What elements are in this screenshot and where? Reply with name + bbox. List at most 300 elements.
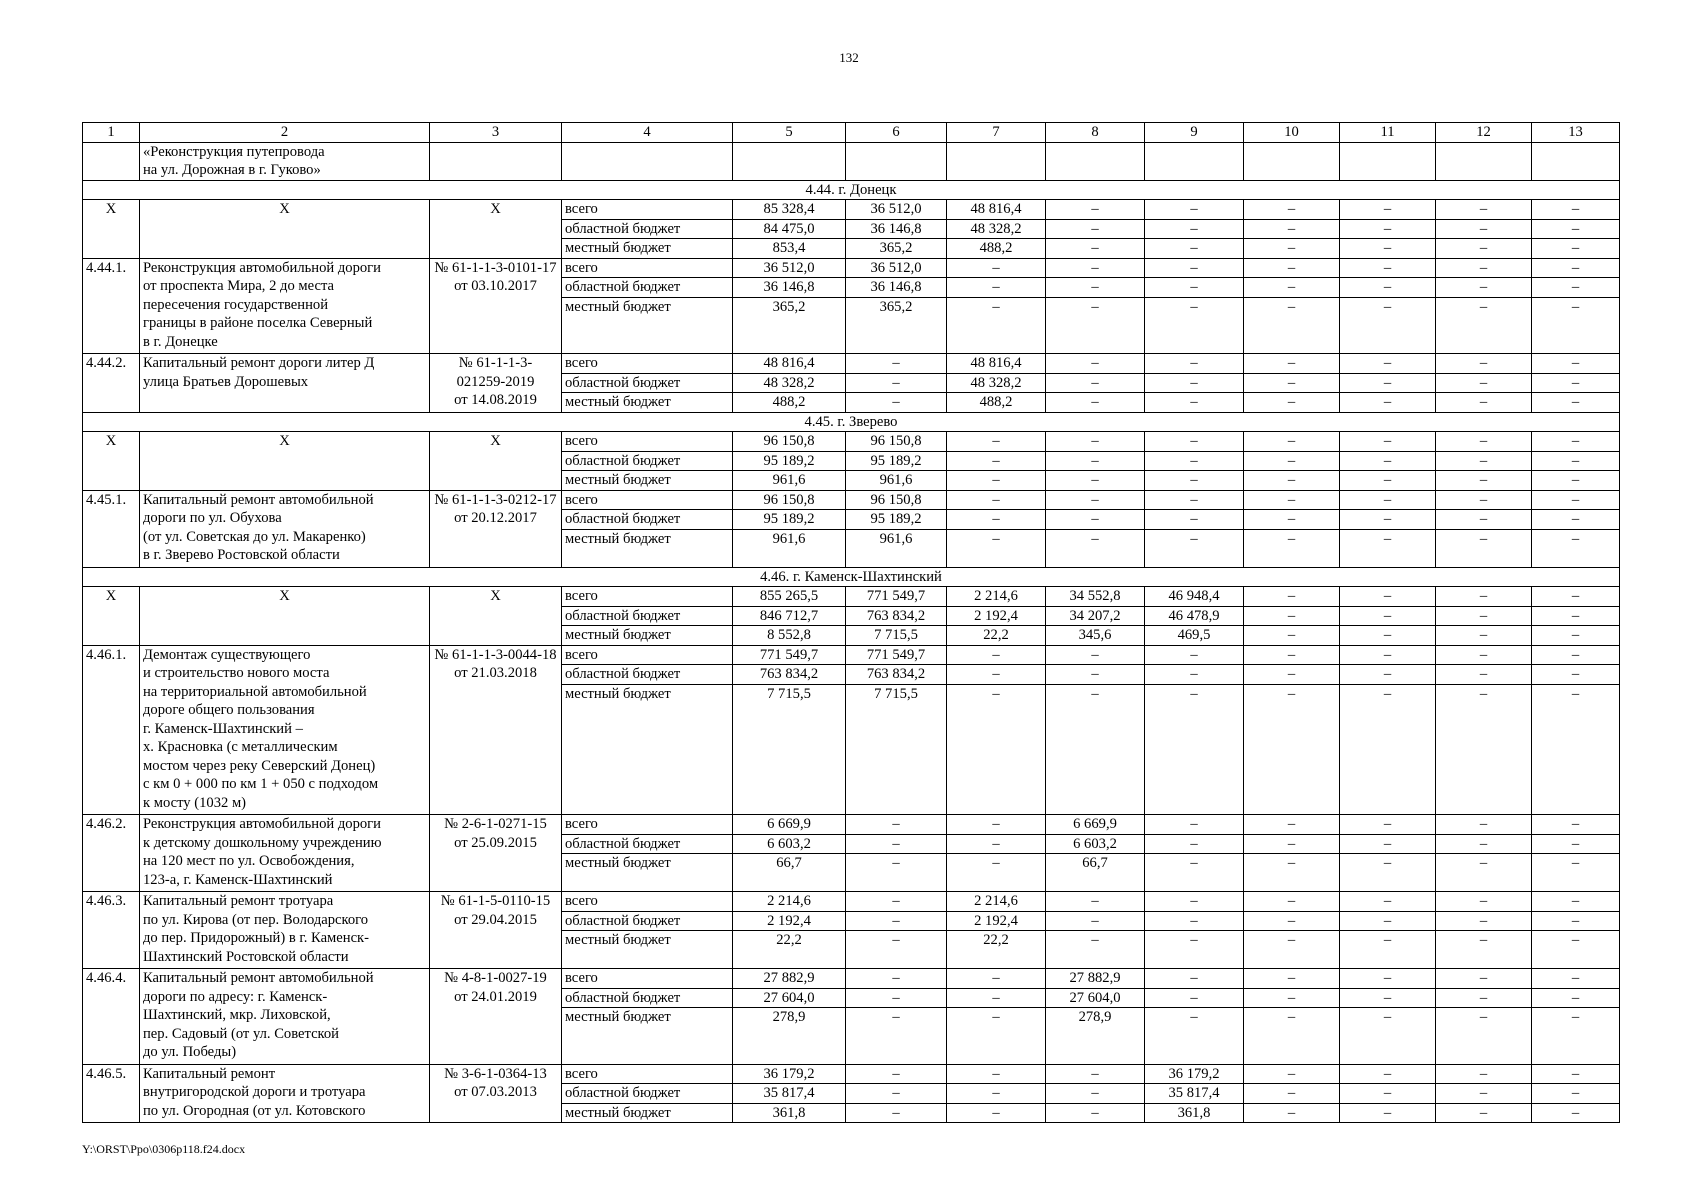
value-cell: – bbox=[1145, 834, 1244, 854]
header-cell: 8 bbox=[1046, 123, 1145, 143]
value-cell: 35 817,4 bbox=[733, 1084, 846, 1104]
value-cell: 2 214,6 bbox=[733, 892, 846, 912]
value-cell: – bbox=[1244, 834, 1340, 854]
value-cell: – bbox=[1244, 451, 1340, 471]
value-cell: – bbox=[1436, 354, 1532, 374]
value-cell: – bbox=[1244, 854, 1340, 892]
value-cell: 365,2 bbox=[846, 297, 947, 354]
value-cell: 2 192,4 bbox=[947, 606, 1046, 626]
value-cell: – bbox=[1145, 988, 1244, 1008]
value-cell: 278,9 bbox=[733, 1008, 846, 1065]
value-cell: – bbox=[1046, 451, 1145, 471]
value-cell: – bbox=[1145, 892, 1244, 912]
value-cell: – bbox=[1145, 490, 1244, 510]
value-cell: – bbox=[846, 1008, 947, 1065]
value-cell: – bbox=[1145, 471, 1244, 491]
value-cell: – bbox=[1046, 373, 1145, 393]
item-code: 4.45.1. bbox=[83, 490, 140, 567]
value-cell: 27 882,9 bbox=[733, 969, 846, 989]
value-cell: – bbox=[1244, 471, 1340, 491]
value-cell: – bbox=[1532, 911, 1620, 931]
value-cell: – bbox=[947, 988, 1046, 1008]
value-cell: 2 214,6 bbox=[947, 587, 1046, 607]
value-cell: 22,2 bbox=[947, 626, 1046, 646]
x-mark: X bbox=[430, 432, 562, 491]
value-cell: – bbox=[947, 1084, 1046, 1104]
value-cell: – bbox=[1145, 911, 1244, 931]
value-cell: – bbox=[1340, 684, 1436, 815]
value-cell: – bbox=[1532, 1103, 1620, 1123]
value-cell: 763 834,2 bbox=[733, 665, 846, 685]
object-name-cell: Демонтаж существующего и строительство нового моста на территориальной автомобильной дороге общего пользования г. Каменск-Шахтинский – х. Красновка (с металлическим мостом через реку Северский Донец) с км 0 + 000 по км 1 + 050 с подходом к мосту (1032 м) bbox=[140, 645, 430, 815]
value-cell: 961,6 bbox=[846, 529, 947, 567]
value-cell: – bbox=[1436, 1084, 1532, 1104]
header-cell: 12 bbox=[1436, 123, 1532, 143]
empty-cell bbox=[1340, 142, 1436, 180]
document-number: № 61-1-1-3-0212-17 от 20.12.2017 bbox=[430, 490, 562, 567]
object-name-cell: Капитальный ремонт внутригородской дороги и тротуара по ул. Огородная (от ул. Котовского bbox=[140, 1064, 430, 1123]
value-cell: – bbox=[1046, 645, 1145, 665]
value-cell: 27 604,0 bbox=[733, 988, 846, 1008]
value-cell: – bbox=[1340, 373, 1436, 393]
value-cell: – bbox=[1436, 626, 1532, 646]
value-cell: – bbox=[1244, 432, 1340, 452]
value-cell: – bbox=[1244, 258, 1340, 278]
empty-cell bbox=[1244, 142, 1340, 180]
value-cell: – bbox=[846, 815, 947, 835]
value-cell: – bbox=[1436, 1103, 1532, 1123]
value-cell: – bbox=[1436, 529, 1532, 567]
value-cell: 48 816,4 bbox=[947, 354, 1046, 374]
value-cell: 22,2 bbox=[947, 931, 1046, 969]
value-cell: 763 834,2 bbox=[846, 665, 947, 685]
code-cell bbox=[83, 142, 140, 180]
value-cell: – bbox=[1145, 354, 1244, 374]
value-cell: – bbox=[1532, 278, 1620, 298]
budget-label: местный бюджет bbox=[562, 931, 733, 969]
x-mark: X bbox=[430, 587, 562, 646]
value-cell: – bbox=[1046, 219, 1145, 239]
value-cell: 961,6 bbox=[733, 471, 846, 491]
item-row bbox=[83, 258, 1620, 278]
value-cell: – bbox=[1244, 988, 1340, 1008]
value-cell: 95 189,2 bbox=[846, 451, 947, 471]
value-cell: 846 712,7 bbox=[733, 606, 846, 626]
value-cell: – bbox=[1340, 911, 1436, 931]
value-cell: – bbox=[1532, 373, 1620, 393]
value-cell: – bbox=[1436, 815, 1532, 835]
value-cell: – bbox=[1340, 490, 1436, 510]
budget-label: местный бюджет bbox=[562, 239, 733, 259]
value-cell: – bbox=[1244, 892, 1340, 912]
value-cell: 365,2 bbox=[733, 297, 846, 354]
object-name-cell: Капитальный ремонт дороги литер Д улица Братьев Дорошевых bbox=[140, 354, 430, 413]
budget-label: областной бюджет bbox=[562, 451, 733, 471]
value-cell: 36 179,2 bbox=[733, 1064, 846, 1084]
item-row bbox=[83, 892, 1620, 912]
value-cell: – bbox=[1244, 510, 1340, 530]
value-cell: – bbox=[846, 1064, 947, 1084]
value-cell: 96 150,8 bbox=[733, 432, 846, 452]
object-name-cell: Реконструкция автомобильной дороги к детскому дошкольному учреждению на 120 мест по ул. Освобождения, 123-а, г. Каменск-Шахтинский bbox=[140, 815, 430, 892]
budget-label: областной бюджет bbox=[562, 278, 733, 298]
value-cell: – bbox=[1244, 931, 1340, 969]
value-cell: – bbox=[1046, 911, 1145, 931]
value-cell: – bbox=[1532, 892, 1620, 912]
empty-cell bbox=[1436, 142, 1532, 180]
value-cell: – bbox=[1145, 278, 1244, 298]
header-row bbox=[83, 123, 1620, 143]
budget-label: областной бюджет bbox=[562, 1084, 733, 1104]
value-cell: – bbox=[846, 988, 947, 1008]
value-cell: 771 549,7 bbox=[846, 645, 947, 665]
value-cell: – bbox=[1244, 297, 1340, 354]
value-cell: – bbox=[846, 854, 947, 892]
value-cell: – bbox=[1046, 278, 1145, 298]
value-cell: – bbox=[1532, 626, 1620, 646]
value-cell: – bbox=[1244, 1064, 1340, 1084]
value-cell: – bbox=[1046, 490, 1145, 510]
value-cell: – bbox=[1436, 587, 1532, 607]
value-cell: – bbox=[1244, 969, 1340, 989]
value-cell: – bbox=[1340, 200, 1436, 220]
item-row bbox=[83, 490, 1620, 510]
value-cell: 2 192,4 bbox=[733, 911, 846, 931]
x-mark: X bbox=[140, 587, 430, 646]
page-number: 132 bbox=[839, 50, 859, 65]
value-cell: 36 146,8 bbox=[733, 278, 846, 298]
budget-table bbox=[82, 122, 1620, 1123]
value-cell: – bbox=[1046, 1103, 1145, 1123]
value-cell: – bbox=[1532, 606, 1620, 626]
budget-label: местный бюджет bbox=[562, 529, 733, 567]
value-cell: – bbox=[1436, 606, 1532, 626]
budget-label: областной бюджет bbox=[562, 988, 733, 1008]
value-cell: 2 192,4 bbox=[947, 911, 1046, 931]
value-cell: – bbox=[947, 278, 1046, 298]
budget-label: всего bbox=[562, 354, 733, 374]
value-cell: – bbox=[1532, 587, 1620, 607]
value-cell: – bbox=[1145, 815, 1244, 835]
value-cell: – bbox=[1436, 911, 1532, 931]
budget-label: всего bbox=[562, 1064, 733, 1084]
budget-label: всего bbox=[562, 892, 733, 912]
value-cell: – bbox=[1046, 1084, 1145, 1104]
value-cell: – bbox=[1244, 219, 1340, 239]
value-cell: – bbox=[947, 432, 1046, 452]
value-cell: 34 552,8 bbox=[1046, 587, 1145, 607]
value-cell: – bbox=[1436, 258, 1532, 278]
value-cell: – bbox=[947, 1103, 1046, 1123]
value-cell: – bbox=[1436, 931, 1532, 969]
item-row bbox=[83, 645, 1620, 665]
value-cell: – bbox=[947, 1008, 1046, 1065]
value-cell: – bbox=[1244, 490, 1340, 510]
value-cell: – bbox=[1532, 854, 1620, 892]
value-cell: 46 478,9 bbox=[1145, 606, 1244, 626]
value-cell: 96 150,8 bbox=[846, 432, 947, 452]
object-name-cell: Капитальный ремонт автомобильной дороги по адресу: г. Каменск- Шахтинский, мкр. Лиховской, пер. Садовый (от ул. Советской до ул. Победы) bbox=[140, 969, 430, 1065]
value-cell: – bbox=[846, 393, 947, 413]
value-cell: – bbox=[1532, 471, 1620, 491]
empty-cell bbox=[1532, 142, 1620, 180]
value-cell: 48 816,4 bbox=[733, 354, 846, 374]
value-cell: – bbox=[1436, 471, 1532, 491]
item-code: 4.46.3. bbox=[83, 892, 140, 969]
value-cell: – bbox=[1244, 587, 1340, 607]
budget-label: местный бюджет bbox=[562, 297, 733, 354]
continued-row bbox=[83, 142, 1620, 180]
value-cell: – bbox=[1340, 626, 1436, 646]
value-cell: – bbox=[947, 815, 1046, 835]
value-cell: – bbox=[947, 665, 1046, 685]
value-cell: – bbox=[1436, 297, 1532, 354]
value-cell: – bbox=[1244, 684, 1340, 815]
item-code: 4.44.1. bbox=[83, 258, 140, 354]
total-row bbox=[83, 432, 1620, 452]
value-cell: – bbox=[1340, 645, 1436, 665]
budget-label: местный бюджет bbox=[562, 854, 733, 892]
budget-label: областной бюджет bbox=[562, 219, 733, 239]
value-cell: – bbox=[1046, 471, 1145, 491]
x-mark: X bbox=[140, 200, 430, 259]
value-cell: – bbox=[1532, 931, 1620, 969]
value-cell: – bbox=[1046, 1064, 1145, 1084]
value-cell: 7 715,5 bbox=[846, 684, 947, 815]
value-cell: – bbox=[1532, 393, 1620, 413]
value-cell: – bbox=[947, 297, 1046, 354]
value-cell: – bbox=[947, 969, 1046, 989]
budget-label: областной бюджет bbox=[562, 373, 733, 393]
value-cell: – bbox=[1244, 354, 1340, 374]
value-cell: – bbox=[1532, 834, 1620, 854]
value-cell: – bbox=[947, 471, 1046, 491]
header-cell: 3 bbox=[430, 123, 562, 143]
value-cell: – bbox=[1244, 815, 1340, 835]
value-cell: – bbox=[1532, 297, 1620, 354]
value-cell: 488,2 bbox=[733, 393, 846, 413]
value-cell: – bbox=[1046, 354, 1145, 374]
budget-label: областной бюджет bbox=[562, 510, 733, 530]
value-cell: – bbox=[1046, 665, 1145, 685]
value-cell: – bbox=[1436, 432, 1532, 452]
x-mark: X bbox=[83, 587, 140, 646]
value-cell: – bbox=[1145, 665, 1244, 685]
value-cell: 36 146,8 bbox=[846, 278, 947, 298]
value-cell: – bbox=[1532, 354, 1620, 374]
value-cell: 469,5 bbox=[1145, 626, 1244, 646]
value-cell: – bbox=[1244, 239, 1340, 259]
header-cell: 13 bbox=[1532, 123, 1620, 143]
value-cell: – bbox=[1145, 854, 1244, 892]
value-cell: 36 146,8 bbox=[846, 219, 947, 239]
item-code: 4.44.2. bbox=[83, 354, 140, 413]
value-cell: – bbox=[1436, 854, 1532, 892]
value-cell: – bbox=[1244, 373, 1340, 393]
value-cell: 36 512,0 bbox=[733, 258, 846, 278]
value-cell: – bbox=[947, 510, 1046, 530]
value-cell: 488,2 bbox=[947, 239, 1046, 259]
object-name-cell: Капитальный ремонт тротуара по ул. Кирова (от пер. Володарского до пер. Придорожный) в г. Каменск- Шахтинский Ростовской области bbox=[140, 892, 430, 969]
value-cell: 278,9 bbox=[1046, 1008, 1145, 1065]
document-number: № 61-1-5-0110-15 от 29.04.2015 bbox=[430, 892, 562, 969]
value-cell: – bbox=[846, 969, 947, 989]
budget-label: областной бюджет bbox=[562, 834, 733, 854]
value-cell: – bbox=[1145, 373, 1244, 393]
value-cell: – bbox=[1340, 239, 1436, 259]
value-cell: 488,2 bbox=[947, 393, 1046, 413]
section-title: 4.44. г. Донецк bbox=[83, 180, 1620, 200]
value-cell: 84 475,0 bbox=[733, 219, 846, 239]
value-cell: – bbox=[1436, 239, 1532, 259]
value-cell: – bbox=[1340, 1103, 1436, 1123]
value-cell: – bbox=[846, 911, 947, 931]
value-cell: 96 150,8 bbox=[846, 490, 947, 510]
value-cell: – bbox=[1436, 834, 1532, 854]
value-cell: 6 603,2 bbox=[733, 834, 846, 854]
value-cell: – bbox=[1436, 969, 1532, 989]
value-cell: – bbox=[1532, 988, 1620, 1008]
value-cell: – bbox=[1436, 490, 1532, 510]
value-cell: 2 214,6 bbox=[947, 892, 1046, 912]
value-cell: – bbox=[1244, 278, 1340, 298]
header-cell: 11 bbox=[1340, 123, 1436, 143]
budget-label: местный бюджет bbox=[562, 626, 733, 646]
value-cell: – bbox=[1046, 258, 1145, 278]
section-title: 4.46. г. Каменск-Шахтинский bbox=[83, 567, 1620, 587]
document-number: № 61-1-1-3-0044-18 от 21.03.2018 bbox=[430, 645, 562, 815]
header-cell: 9 bbox=[1145, 123, 1244, 143]
budget-label: областной бюджет bbox=[562, 911, 733, 931]
item-row bbox=[83, 815, 1620, 835]
object-name-cell: Капитальный ремонт автомобильной дороги по ул. Обухова (от ул. Советская до ул. Макаренко) в г. Зверево Ростовской области bbox=[140, 490, 430, 567]
budget-label: всего bbox=[562, 969, 733, 989]
value-cell: 6 603,2 bbox=[1046, 834, 1145, 854]
empty-cell bbox=[430, 142, 562, 180]
budget-label: местный бюджет bbox=[562, 1103, 733, 1123]
value-cell: 345,6 bbox=[1046, 626, 1145, 646]
budget-label: всего bbox=[562, 587, 733, 607]
item-row bbox=[83, 354, 1620, 374]
value-cell: 961,6 bbox=[846, 471, 947, 491]
value-cell: – bbox=[1436, 393, 1532, 413]
value-cell: – bbox=[1436, 451, 1532, 471]
value-cell: 48 328,2 bbox=[947, 219, 1046, 239]
value-cell: – bbox=[1436, 645, 1532, 665]
value-cell: 35 817,4 bbox=[1145, 1084, 1244, 1104]
item-code: 4.46.4. bbox=[83, 969, 140, 1065]
value-cell: – bbox=[1340, 529, 1436, 567]
value-cell: – bbox=[1340, 510, 1436, 530]
value-cell: – bbox=[1145, 219, 1244, 239]
empty-cell bbox=[846, 142, 947, 180]
value-cell: – bbox=[947, 834, 1046, 854]
value-cell: – bbox=[846, 1103, 947, 1123]
value-cell: – bbox=[846, 931, 947, 969]
value-cell: 853,4 bbox=[733, 239, 846, 259]
value-cell: 48 328,2 bbox=[733, 373, 846, 393]
value-cell: – bbox=[1046, 297, 1145, 354]
value-cell: – bbox=[1244, 1084, 1340, 1104]
value-cell: – bbox=[1436, 200, 1532, 220]
budget-label: областной бюджет bbox=[562, 665, 733, 685]
object-name-cell: «Реконструкция путепровода на ул. Дорожная в г. Гуково» bbox=[140, 142, 430, 180]
budget-label: всего bbox=[562, 490, 733, 510]
value-cell: 96 150,8 bbox=[733, 490, 846, 510]
budget-label: всего bbox=[562, 815, 733, 835]
value-cell: – bbox=[1046, 892, 1145, 912]
empty-cell bbox=[1145, 142, 1244, 180]
value-cell: – bbox=[1532, 529, 1620, 567]
value-cell: – bbox=[1340, 451, 1436, 471]
value-cell: 66,7 bbox=[733, 854, 846, 892]
value-cell: – bbox=[1532, 239, 1620, 259]
value-cell: – bbox=[1046, 931, 1145, 969]
value-cell: – bbox=[1340, 834, 1436, 854]
budget-label: местный бюджет bbox=[562, 393, 733, 413]
value-cell: – bbox=[1145, 200, 1244, 220]
value-cell: – bbox=[1340, 297, 1436, 354]
value-cell: 771 549,7 bbox=[733, 645, 846, 665]
value-cell: 36 512,0 bbox=[846, 200, 947, 220]
value-cell: – bbox=[1145, 1008, 1244, 1065]
value-cell: 46 948,4 bbox=[1145, 587, 1244, 607]
value-cell: – bbox=[947, 1064, 1046, 1084]
value-cell: – bbox=[1046, 200, 1145, 220]
value-cell: – bbox=[1340, 606, 1436, 626]
value-cell: – bbox=[1436, 665, 1532, 685]
value-cell: 66,7 bbox=[1046, 854, 1145, 892]
value-cell: – bbox=[1436, 510, 1532, 530]
total-row bbox=[83, 587, 1620, 607]
item-row bbox=[83, 1064, 1620, 1084]
value-cell: – bbox=[1244, 393, 1340, 413]
value-cell: – bbox=[1145, 297, 1244, 354]
value-cell: 855 265,5 bbox=[733, 587, 846, 607]
value-cell: 95 189,2 bbox=[733, 451, 846, 471]
budget-label: местный бюджет bbox=[562, 1008, 733, 1065]
value-cell: – bbox=[1340, 354, 1436, 374]
value-cell: – bbox=[1145, 239, 1244, 259]
value-cell: – bbox=[1340, 432, 1436, 452]
value-cell: – bbox=[1340, 471, 1436, 491]
document-number: № 4-8-1-0027-19 от 24.01.2019 bbox=[430, 969, 562, 1065]
x-mark: X bbox=[430, 200, 562, 259]
empty-cell bbox=[1046, 142, 1145, 180]
value-cell: – bbox=[846, 373, 947, 393]
budget-label: всего bbox=[562, 258, 733, 278]
value-cell: 48 816,4 bbox=[947, 200, 1046, 220]
value-cell: – bbox=[1145, 393, 1244, 413]
item-code: 4.46.2. bbox=[83, 815, 140, 892]
value-cell: – bbox=[1244, 606, 1340, 626]
item-row bbox=[83, 969, 1620, 989]
value-cell: – bbox=[947, 451, 1046, 471]
value-cell: – bbox=[947, 490, 1046, 510]
value-cell: – bbox=[1244, 1008, 1340, 1065]
value-cell: – bbox=[1532, 969, 1620, 989]
section-title-row bbox=[83, 567, 1620, 587]
value-cell: – bbox=[1046, 684, 1145, 815]
item-code: 4.46.1. bbox=[83, 645, 140, 815]
value-cell: – bbox=[947, 645, 1046, 665]
item-code: 4.46.5. bbox=[83, 1064, 140, 1123]
value-cell: – bbox=[1532, 684, 1620, 815]
value-cell: – bbox=[846, 834, 947, 854]
header-cell: 5 bbox=[733, 123, 846, 143]
value-cell: – bbox=[947, 854, 1046, 892]
x-mark: X bbox=[83, 200, 140, 259]
